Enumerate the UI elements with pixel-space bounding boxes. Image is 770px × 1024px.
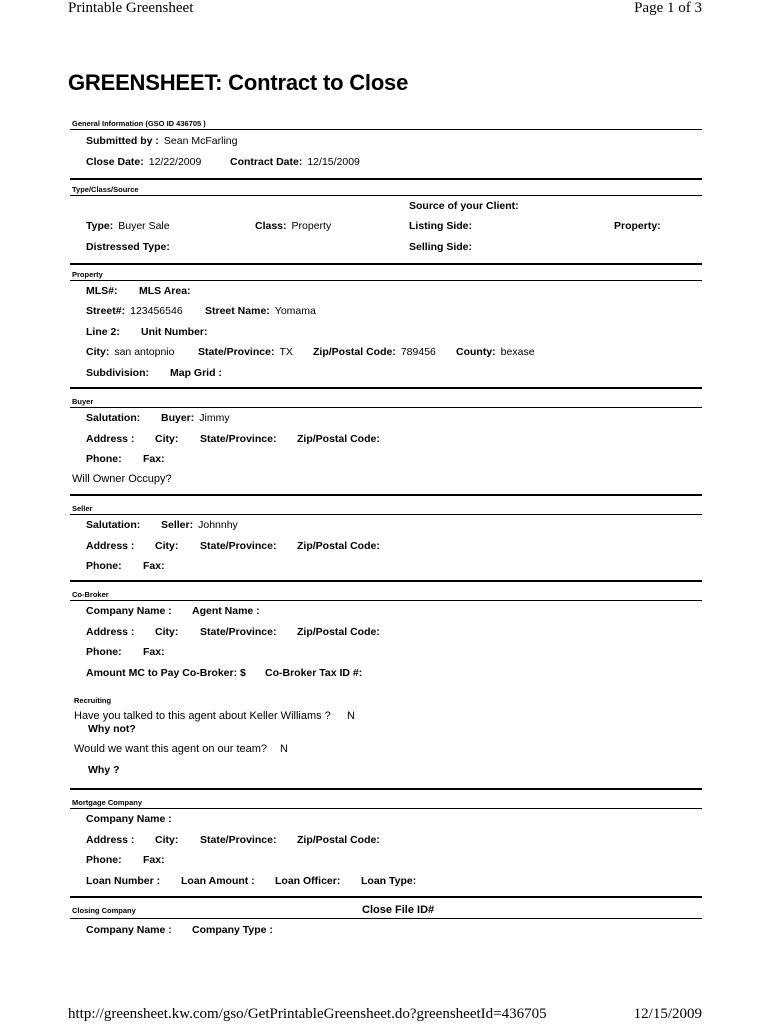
cobroker-amount-label: Amount MC to Pay Co-Broker: $ <box>86 667 246 679</box>
street-number-field: Street#: 123456546 <box>86 305 183 317</box>
section-heading-seller: Seller <box>72 504 93 513</box>
distressed-type-label: Distressed Type: <box>86 241 170 253</box>
page-number: Page 1 of 3 <box>634 0 702 16</box>
closing-company-label: Company Name : <box>86 924 172 936</box>
page-title: GREENSHEET: Contract to Close <box>68 70 409 95</box>
divider <box>70 178 702 180</box>
mortgage-state-label: State/Province: <box>200 834 277 846</box>
divider <box>70 600 702 601</box>
recruiting-question-team: Would we want this agent on our team? <box>74 743 268 755</box>
close-date-field: Close Date: 12/22/2009 <box>86 156 202 168</box>
seller-name-field: Seller: Johnnhy <box>161 519 238 531</box>
section-heading-buyer: Buyer <box>72 397 94 406</box>
divider <box>70 918 702 919</box>
divider <box>70 129 702 130</box>
buyer-phone-label: Phone: <box>86 453 122 465</box>
cobroker-fax-label: Fax: <box>143 646 165 658</box>
class-field: Class: Property <box>255 220 332 232</box>
property-label: Property: <box>614 220 661 232</box>
divider <box>70 580 702 582</box>
seller-state-label: State/Province: <box>200 540 277 552</box>
contract-date-field: Contract Date: 12/15/2009 <box>230 156 360 168</box>
footer-date: 12/15/2009 <box>633 1006 702 1022</box>
county-field: County: bexase <box>456 346 535 358</box>
section-heading-recruiting: Recruiting <box>74 696 112 705</box>
loan-type-label: Loan Type: <box>361 875 417 887</box>
seller-salutation-label: Salutation: <box>86 519 141 531</box>
mls-label: MLS#: <box>86 285 118 297</box>
buyer-state-label: State/Province: <box>200 433 277 445</box>
mortgage-address-label: Address : <box>86 834 135 846</box>
divider <box>70 494 702 496</box>
buyer-salutation-label: Salutation: <box>86 412 141 424</box>
close-file-id-label: Close File ID# <box>362 904 435 916</box>
section-heading-general: General Information (GSO ID 436705 ) <box>72 119 206 128</box>
seller-zip-label: Zip/Postal Code: <box>297 540 380 552</box>
divider <box>70 407 702 408</box>
mortgage-fax-label: Fax: <box>143 854 165 866</box>
unit-number-label: Unit Number: <box>141 326 208 338</box>
mortgage-zip-label: Zip/Postal Code: <box>297 834 380 846</box>
listing-side-label: Listing Side: <box>409 220 472 232</box>
cobroker-company-label: Company Name : <box>86 605 172 617</box>
section-heading-property: Property <box>72 270 103 279</box>
section-heading-type-class: Type/Class/Source <box>72 185 139 194</box>
cobroker-agent-label: Agent Name : <box>192 605 260 617</box>
mortgage-phone-label: Phone: <box>86 854 122 866</box>
source-label: Source of your Client: <box>409 200 519 212</box>
divider <box>70 387 702 389</box>
cobroker-tax-id-label: Co-Broker Tax ID #: <box>265 667 363 679</box>
mortgage-city-label: City: <box>155 834 179 846</box>
divider <box>70 514 702 515</box>
print-header-title: Printable Greensheet <box>68 0 194 16</box>
street-name-field: Street Name: Yomama <box>205 305 316 317</box>
cobroker-state-label: State/Province: <box>200 626 277 638</box>
recruiting-answer-talked: N <box>347 710 355 722</box>
closing-company-type-label: Company Type : <box>192 924 273 936</box>
divider <box>70 788 702 790</box>
section-heading-cobroker: Co-Broker <box>72 590 109 599</box>
cobroker-address-label: Address : <box>86 626 135 638</box>
seller-phone-label: Phone: <box>86 560 122 572</box>
buyer-city-label: City: <box>155 433 179 445</box>
seller-address-label: Address : <box>86 540 135 552</box>
divider <box>70 896 702 898</box>
divider <box>70 280 702 281</box>
mls-area-label: MLS Area: <box>139 285 191 297</box>
buyer-zip-label: Zip/Postal Code: <box>297 433 380 445</box>
loan-officer-label: Loan Officer: <box>275 875 341 887</box>
cobroker-phone-label: Phone: <box>86 646 122 658</box>
cobroker-city-label: City: <box>155 626 179 638</box>
selling-side-label: Selling Side: <box>409 241 473 253</box>
type-field: Type: Buyer Sale <box>86 220 170 232</box>
line2-label: Line 2: <box>86 326 120 338</box>
seller-city-label: City: <box>155 540 179 552</box>
section-heading-mortgage: Mortgage Company <box>72 798 143 807</box>
divider <box>70 808 702 809</box>
divider <box>70 195 702 196</box>
buyer-address-label: Address : <box>86 433 135 445</box>
recruiting-why-not-label: Why not? <box>88 723 136 735</box>
buyer-name-field: Buyer: Jimmy <box>161 412 230 424</box>
buyer-fax-label: Fax: <box>143 453 165 465</box>
divider <box>70 263 702 265</box>
zip-field: Zip/Postal Code: 789456 <box>313 346 436 358</box>
recruiting-question-talked: Have you talked to this agent about Keller Williams ? <box>74 710 331 722</box>
subdivision-label: Subdivision: <box>86 367 149 379</box>
mortgage-company-label: Company Name : <box>86 813 172 825</box>
cobroker-zip-label: Zip/Postal Code: <box>297 626 380 638</box>
map-grid-label: Map Grid : <box>170 367 222 379</box>
loan-number-label: Loan Number : <box>86 875 161 887</box>
loan-amount-label: Loan Amount : <box>181 875 255 887</box>
city-field: City: san antopnio <box>86 346 175 358</box>
submitted-by-field: Submitted by : Sean McFarling <box>86 135 238 147</box>
section-heading-closing: Closing Company <box>72 906 136 915</box>
recruiting-why-label: Why ? <box>88 764 120 776</box>
state-field: State/Province: TX <box>198 346 293 358</box>
owner-occupy-question: Will Owner Occupy? <box>72 473 172 485</box>
recruiting-answer-team: N <box>280 743 288 755</box>
seller-fax-label: Fax: <box>143 560 165 572</box>
footer-url: http://greensheet.kw.com/gso/GetPrintableGreensheet.do?greensheetId=436705 <box>68 1006 547 1022</box>
